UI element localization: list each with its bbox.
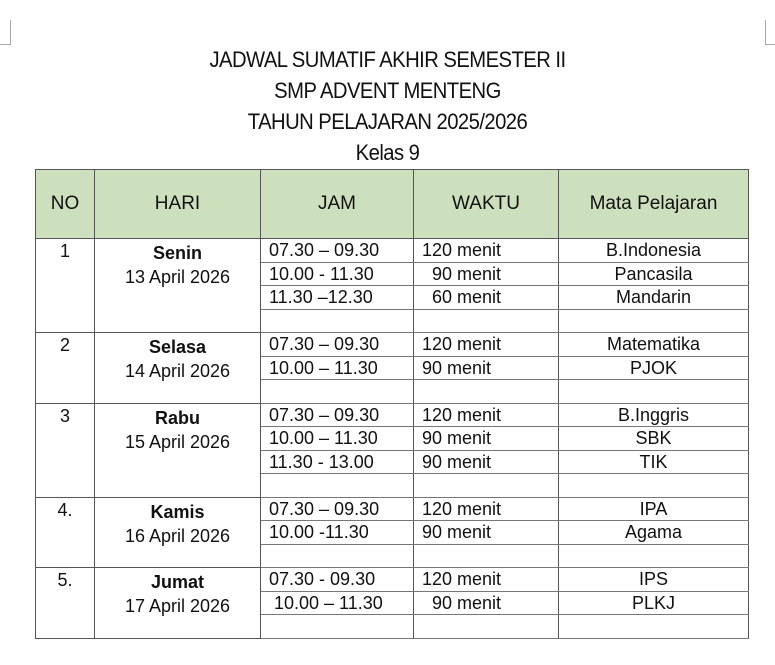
title-line-3: TAHUN PELAJARAN 2025/2026 [247,109,528,134]
cell-mata-pelajaran: Matematika [559,333,749,357]
cell-no: 2 [36,333,95,404]
day-name: Jumat [150,572,204,592]
header-no: NO [36,170,95,239]
cell-mata-pelajaran [559,474,749,498]
cell-no: 1 [36,239,95,333]
cell-waktu: 120 menit [414,568,559,592]
day-name: Selasa [148,337,207,357]
cell-mata-pelajaran: Pancasila [559,262,749,286]
cell-no: 5. [36,568,95,639]
day-name: Rabu [155,407,200,428]
cell-mata-pelajaran: TIK [559,450,749,474]
cell-waktu: 90 menit [414,262,559,286]
title-line-2: SMP ADVENT MENTENG [274,78,501,103]
day-date: 14 April 2026 [124,361,231,381]
cell-waktu: 120 menit [414,333,559,357]
day-name: Kamis [150,501,205,522]
header-jam: JAM [261,170,414,239]
cell-waktu [414,309,559,333]
cell-jam [261,380,414,404]
cell-waktu: 120 menit [414,239,559,263]
cell-waktu [414,615,559,639]
cell-waktu: 90 menit [414,591,559,615]
cell-hari [95,568,261,639]
day-date: 15 April 2026 [124,431,231,452]
table-row [36,333,749,357]
day-date: 16 April 2026 [124,525,231,546]
cell-waktu: 120 menit [414,403,559,427]
header-hari: HARI [95,170,261,239]
cell-mata-pelajaran: Agama [559,521,749,545]
cell-waktu: 90 menit [414,427,559,451]
cell-jam: 07.30 – 09.30 [261,497,414,521]
cell-jam [261,474,414,498]
cell-jam: 10.00 – 11.30 [261,591,414,615]
cell-jam: 07.30 – 09.30 [261,333,414,357]
cell-jam: 10.00 – 11.30 [261,427,414,451]
cell-hari [95,497,261,568]
table-header-row [36,170,749,239]
cell-hari [95,403,261,497]
cell-waktu: 90 menit [414,521,559,545]
cell-jam: 11.30 - 13.00 [261,450,414,474]
cell-waktu: 120 menit [414,497,559,521]
cell-mata-pelajaran: PJOK [559,356,749,380]
cell-mata-pelajaran: B.Indonesia [559,239,749,263]
cell-jam [261,309,414,333]
title-line-1: JADWAL SUMATIF AKHIR SEMESTER II [209,47,566,72]
page-corner-mark-left [0,20,11,45]
cell-jam: 10.00 - 11.30 [261,262,414,286]
day-date: 13 April 2026 [124,267,231,287]
cell-mata-pelajaran [559,309,749,333]
document-title [0,44,775,168]
cell-jam [261,544,414,568]
header-mata-pelajaran: Mata Pelajaran [559,170,749,239]
cell-jam: 07.30 – 09.30 [261,403,414,427]
cell-waktu [414,544,559,568]
table-row [36,497,749,521]
title-line-4: Kelas 9 [355,140,420,165]
cell-jam: 10.00 – 11.30 [261,356,414,380]
cell-no: 4. [36,497,95,568]
page-corner-mark-right [765,20,775,45]
table-row [36,239,749,263]
cell-waktu [414,380,559,404]
cell-waktu [414,474,559,498]
cell-mata-pelajaran: B.Inggris [559,403,749,427]
cell-hari [95,239,261,333]
cell-mata-pelajaran [559,615,749,639]
header-waktu: WAKTU [414,170,559,239]
cell-hari [95,333,261,404]
cell-mata-pelajaran: PLKJ [559,591,749,615]
schedule-table [35,169,749,639]
cell-jam: 07.30 – 09.30 [261,239,414,263]
cell-mata-pelajaran: IPA [559,497,749,521]
cell-mata-pelajaran: SBK [559,427,749,451]
table-row [36,403,749,427]
cell-mata-pelajaran: IPS [559,568,749,592]
cell-mata-pelajaran [559,380,749,404]
table-row [36,568,749,592]
day-date: 17 April 2026 [124,596,231,616]
cell-jam: 11.30 –12.30 [261,286,414,310]
cell-waktu: 90 menit [414,450,559,474]
cell-jam: 10.00 -11.30 [261,521,414,545]
cell-jam: 07.30 - 09.30 [261,568,414,592]
cell-waktu: 60 menit [414,286,559,310]
cell-mata-pelajaran: Mandarin [559,286,749,310]
cell-jam [261,615,414,639]
cell-waktu: 90 menit [414,356,559,380]
cell-no: 3 [36,403,95,497]
cell-mata-pelajaran [559,544,749,568]
day-name: Senin [152,243,202,263]
